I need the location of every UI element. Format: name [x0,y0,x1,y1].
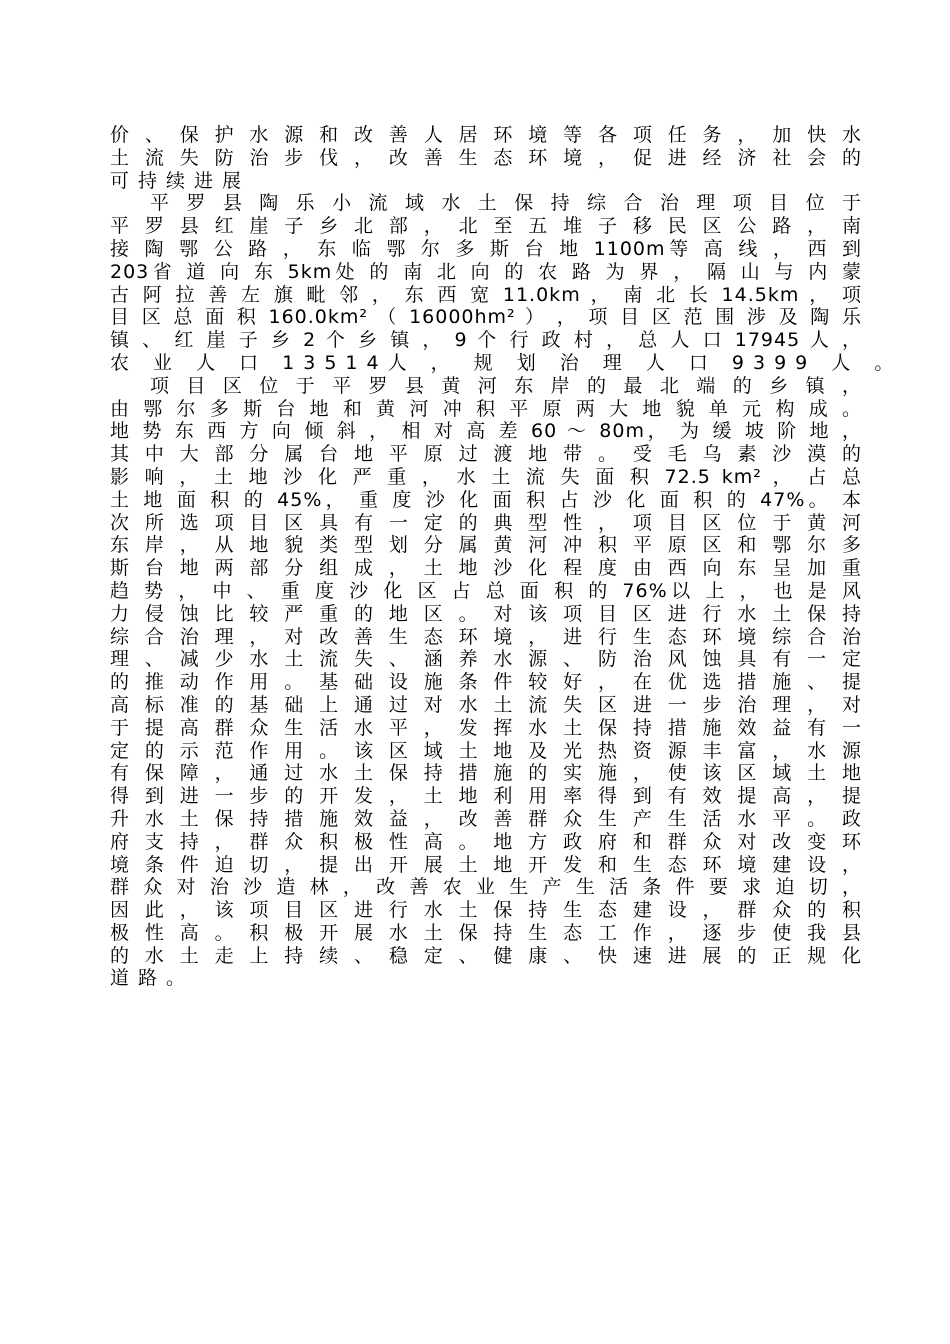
text-line: 定 的 示 范 作 用 。 该 区 域 土 地 及 光 热 资 源 丰 富 ， 水 源 [110,739,862,762]
text-line: 于 提 高 群 众 生 活 水 平 ， 发 挥 水 土 保 持 措 施 效 益 有 一 [110,716,862,739]
text-line: 目 区 总 面 积 160.0km² （ 16000hm² ） ， 项 目 区 范 围 涉 及 陶 乐 [110,306,862,329]
text-line: 升 水 土 保 持 措 施 效 益 ， 改 善 群 众 生 产 生 活 水 平 。 政 [110,807,862,830]
text-line: 的 水 土 走 上 持 续 、 稳 定 、 健 康 、 快 速 进 展 的 正 规 化 [110,944,862,967]
text-line: 农 业 人 口 13514人 ， 规 划 治 理 人 口 9399 人 。 [110,351,903,374]
text-line: 有 保 障 ， 通 过 水 土 保 持 措 施 的 实 施 ， 使 该 区 域 土 地 [110,762,862,785]
paragraph [110,192,903,374]
text-line: 极 性 高 。 积 极 开 展 水 土 保 持 生 态 工 作 ， 逐 步 使 我 县 [110,921,862,944]
text-line: 斯 台 地 两 部 分 组 成 ， 土 地 沙 化 程 度 由 西 向 东 呈 加 重 [110,557,862,580]
text-line: 力 侵 蚀 比 较 严 重 的 地 区 。 对 该 项 目 区 进 行 水 土 保 持 [110,602,862,625]
text-line: 203省 道 向 东 5km处 的 南 北 向 的 农 路 为 界 ， 隔 山 与 内 蒙 [110,260,862,283]
text-line: 影 响 ， 土 地 沙 化 严 重 ， 水 土 流 失 面 积 72.5 km² ， 占 总 [110,465,862,488]
text-line: 平 罗 县 陶 乐 小 流 域 水 土 保 持 综 合 治 理 项 目 位 于 [150,192,862,215]
paragraph [110,124,862,192]
text-line: 高 标 准 的 基 础 上 通 过 对 水 土 流 失 区 进 一 步 治 理 ， 对 [110,693,862,716]
text-line: 平 罗 县 红 崖 子 乡 北 部 ， 北 至 五 堆 子 移 民 区 公 路 ， 南 [110,215,862,238]
text-line: 因 此 ， 该 项 目 区 进 行 水 土 保 持 生 态 建 设 ， 群 众 的 积 [110,899,862,922]
text-line: 由 鄂 尔 多 斯 台 地 和 黄 河 冲 积 平 原 两 大 地 貌 单 元 构 成 。 [110,397,862,420]
text-line: 土 流 失 防 治 步 伐 ， 改 善 生 态 环 境 ， 促 进 经 济 社 会 的 [110,146,862,169]
text-line: 境 条 件 迫 切 ， 提 出 开 展 土 地 开 发 和 生 态 环 境 建 设 ， [110,853,862,876]
body-text [110,124,903,990]
text-line: 理 、 减 少 水 土 流 失 、 涵 养 水 源 、 防 治 风 蚀 具 有 一 定 [110,648,862,671]
text-line: 综 合 治 理 ， 对 改 善 生 态 环 境 ， 进 行 生 态 环 境 综 合 治 [110,625,862,648]
text-line: 地 势 东 西 方 向 倾 斜 ， 相 对 高 差 60 ～ 80m， 为 缓 坡 阶 地 ， [110,420,862,443]
text-line: 道路。 [110,967,195,990]
text-line: 群 众 对 治 沙 造 林 ， 改 善 农 业 生 产 生 活 条 件 要 求 迫 切 ， [110,876,862,899]
text-line: 价 、 保 护 水 源 和 改 善 人 居 环 境 等 各 项 任 务 ， 加 快 水 [110,124,862,146]
text-line: 的 推 动 作 用 。 基 础 设 施 条 件 较 好 ， 在 优 选 措 施 、 提 [110,671,862,694]
text-line: 土 地 面 积 的 45%， 重 度 沙 化 面 积 占 沙 化 面 积 的 47%。 本 [110,488,862,511]
text-line: 接 陶 鄂 公 路 ， 东 临 鄂 尔 多 斯 台 地 1100m等 高 线 ， 西 到 [110,237,862,260]
text-line: 项 目 区 位 于 平 罗 县 黄 河 东 岸 的 最 北 端 的 乡 镇 ， [150,374,862,397]
text-line: 得 到 进 一 步 的 开 发 ， 土 地 利 用 率 得 到 有 效 提 高 ， 提 [110,785,862,808]
text-line: 次 所 选 项 目 区 具 有 一 定 的 典 型 性 ， 项 目 区 位 于 黄 河 [110,511,862,534]
text-line: 趋 势 ， 中 、 重 度 沙 化 区 占 总 面 积 的 76%以 上 ， 也 是 风 [110,579,862,602]
text-line: 古 阿 拉 善 左 旗 毗 邻 ， 东 西 宽 11.0km ， 南 北 长 14.5km ， 项 [110,283,862,306]
text-line: 东 岸 ， 从 地 貌 类 型 划 分 属 黄 河 冲 积 平 原 区 和 鄂 尔 多 [110,534,862,557]
text-line: 其 中 大 部 分 属 台 地 平 原 过 渡 地 带 。 受 毛 乌 素 沙 漠 的 [110,443,862,466]
text-line: 府 支 持 ， 群 众 积 极 性 高 。 地 方 政 府 和 群 众 对 改 变 环 [110,830,862,853]
paragraph [110,375,862,991]
text-line: 可持续进展 [110,169,251,192]
text-line: 镇 、 红 崖 子 乡 2 个 乡 镇 ， 9 个 行 政 村 ， 总 人 口 17945 人 ， [110,329,862,352]
